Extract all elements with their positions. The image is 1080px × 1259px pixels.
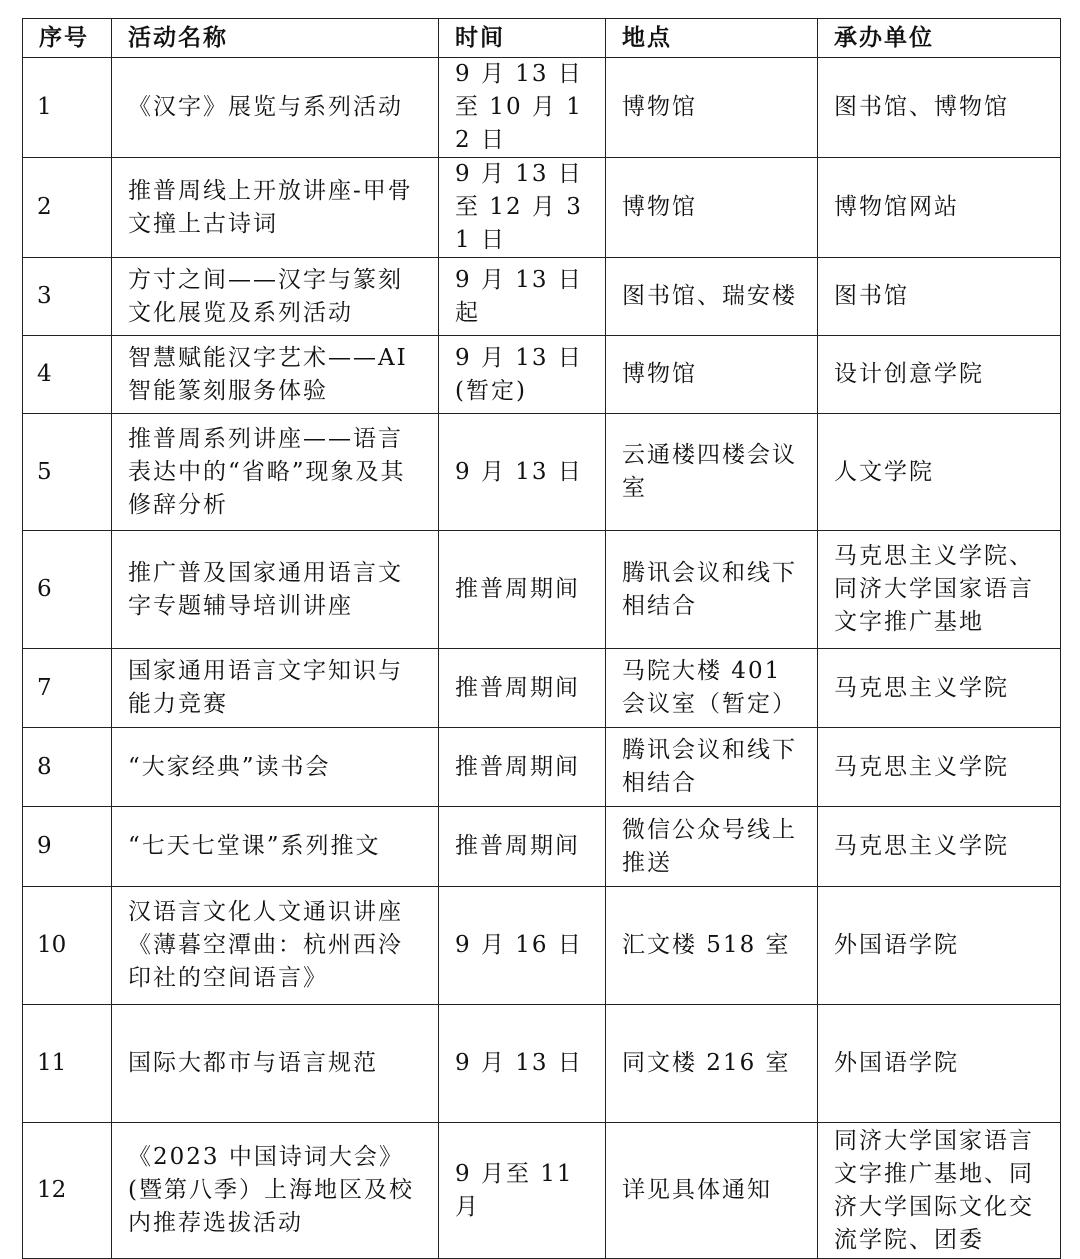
cell-org: 马克思主义学院 xyxy=(818,807,1061,887)
cell-name: 汉语言文化人文通识讲座《薄暮空潭曲：杭州西泠印社的空间语言》 xyxy=(112,887,439,1005)
cell-name: “大家经典”读书会 xyxy=(112,728,439,807)
cell-place: 云通楼四楼会议室 xyxy=(606,414,818,531)
cell-org: 马克思主义学院 xyxy=(818,728,1061,807)
cell-org: 设计创意学院 xyxy=(818,336,1061,414)
cell-place: 腾讯会议和线下相结合 xyxy=(606,728,818,807)
cell-place: 微信公众号线上推送 xyxy=(606,807,818,887)
cell-no: 2 xyxy=(23,158,112,258)
table-header-row xyxy=(23,19,1061,58)
cell-time: 9 月 13 日至 10 月 12 日 xyxy=(439,58,606,158)
cell-no: 12 xyxy=(23,1123,112,1259)
cell-place: 同文楼 216 室 xyxy=(606,1005,818,1123)
table-row xyxy=(23,158,1061,258)
table-row xyxy=(23,531,1061,649)
cell-place: 详见具体通知 xyxy=(606,1123,818,1259)
cell-name: 推普周系列讲座——语言表达中的“省略”现象及其修辞分析 xyxy=(112,414,439,531)
cell-name: 《汉字》展览与系列活动 xyxy=(112,58,439,158)
table-row xyxy=(23,649,1061,728)
cell-name: 《2023 中国诗词大会》(暨第八季）上海地区及校内推荐选拔活动 xyxy=(112,1123,439,1259)
cell-time: 9 月至 11 月 xyxy=(439,1123,606,1259)
cell-no: 9 xyxy=(23,807,112,887)
cell-name: “七天七堂课”系列推文 xyxy=(112,807,439,887)
table-row xyxy=(23,807,1061,887)
cell-name: 国际大都市与语言规范 xyxy=(112,1005,439,1123)
cell-no: 5 xyxy=(23,414,112,531)
cell-time: 9 月 13 日 xyxy=(439,414,606,531)
cell-name: 推普周线上开放讲座-甲骨文撞上古诗词 xyxy=(112,158,439,258)
cell-time: 推普周期间 xyxy=(439,531,606,649)
activity-table xyxy=(22,18,1061,1259)
cell-no: 4 xyxy=(23,336,112,414)
cell-no: 10 xyxy=(23,887,112,1005)
cell-name: 智慧赋能汉字艺术——AI 智能篆刻服务体验 xyxy=(112,336,439,414)
cell-place: 汇文楼 518 室 xyxy=(606,887,818,1005)
cell-place: 腾讯会议和线下相结合 xyxy=(606,531,818,649)
cell-time: 9 月 13 日至 12 月 31 日 xyxy=(439,158,606,258)
cell-place: 博物馆 xyxy=(606,158,818,258)
header-no: 序号 xyxy=(23,19,112,58)
cell-time: 推普周期间 xyxy=(439,728,606,807)
cell-name: 推广普及国家通用语言文字专题辅导培训讲座 xyxy=(112,531,439,649)
table-row xyxy=(23,1005,1061,1123)
header-org: 承办单位 xyxy=(818,19,1061,58)
cell-org: 同济大学国家语言文字推广基地、同济大学国际文化交流学院、团委 xyxy=(818,1123,1061,1259)
cell-org: 马克思主义学院、同济大学国家语言文字推广基地 xyxy=(818,531,1061,649)
cell-no: 6 xyxy=(23,531,112,649)
table-row xyxy=(23,887,1061,1005)
table-row xyxy=(23,336,1061,414)
cell-time: 推普周期间 xyxy=(439,807,606,887)
cell-org: 马克思主义学院 xyxy=(818,649,1061,728)
cell-org: 博物馆网站 xyxy=(818,158,1061,258)
cell-no: 11 xyxy=(23,1005,112,1123)
cell-place: 图书馆、瑞安楼 xyxy=(606,258,818,336)
header-place: 地点 xyxy=(606,19,818,58)
cell-org: 图书馆 xyxy=(818,258,1061,336)
cell-time: 9 月 16 日 xyxy=(439,887,606,1005)
cell-name: 方寸之间——汉字与篆刻文化展览及系列活动 xyxy=(112,258,439,336)
cell-no: 3 xyxy=(23,258,112,336)
cell-org: 外国语学院 xyxy=(818,1005,1061,1123)
table-row xyxy=(23,1123,1061,1259)
cell-name: 国家通用语言文字知识与能力竞赛 xyxy=(112,649,439,728)
activity-table-container xyxy=(22,18,1060,1259)
header-name: 活动名称 xyxy=(112,19,439,58)
cell-no: 1 xyxy=(23,58,112,158)
table-row xyxy=(23,414,1061,531)
table-row xyxy=(23,58,1061,158)
cell-org: 图书馆、博物馆 xyxy=(818,58,1061,158)
cell-no: 8 xyxy=(23,728,112,807)
cell-time: 9 月 13 日(暂定) xyxy=(439,336,606,414)
cell-time: 9 月 13 日 xyxy=(439,1005,606,1123)
cell-org: 人文学院 xyxy=(818,414,1061,531)
header-time: 时间 xyxy=(439,19,606,58)
table-row xyxy=(23,728,1061,807)
cell-time: 推普周期间 xyxy=(439,649,606,728)
cell-place: 博物馆 xyxy=(606,336,818,414)
cell-place: 马院大楼 401 会议室（暂定） xyxy=(606,649,818,728)
cell-no: 7 xyxy=(23,649,112,728)
table-row xyxy=(23,258,1061,336)
cell-place: 博物馆 xyxy=(606,58,818,158)
cell-time: 9 月 13 日起 xyxy=(439,258,606,336)
cell-org: 外国语学院 xyxy=(818,887,1061,1005)
